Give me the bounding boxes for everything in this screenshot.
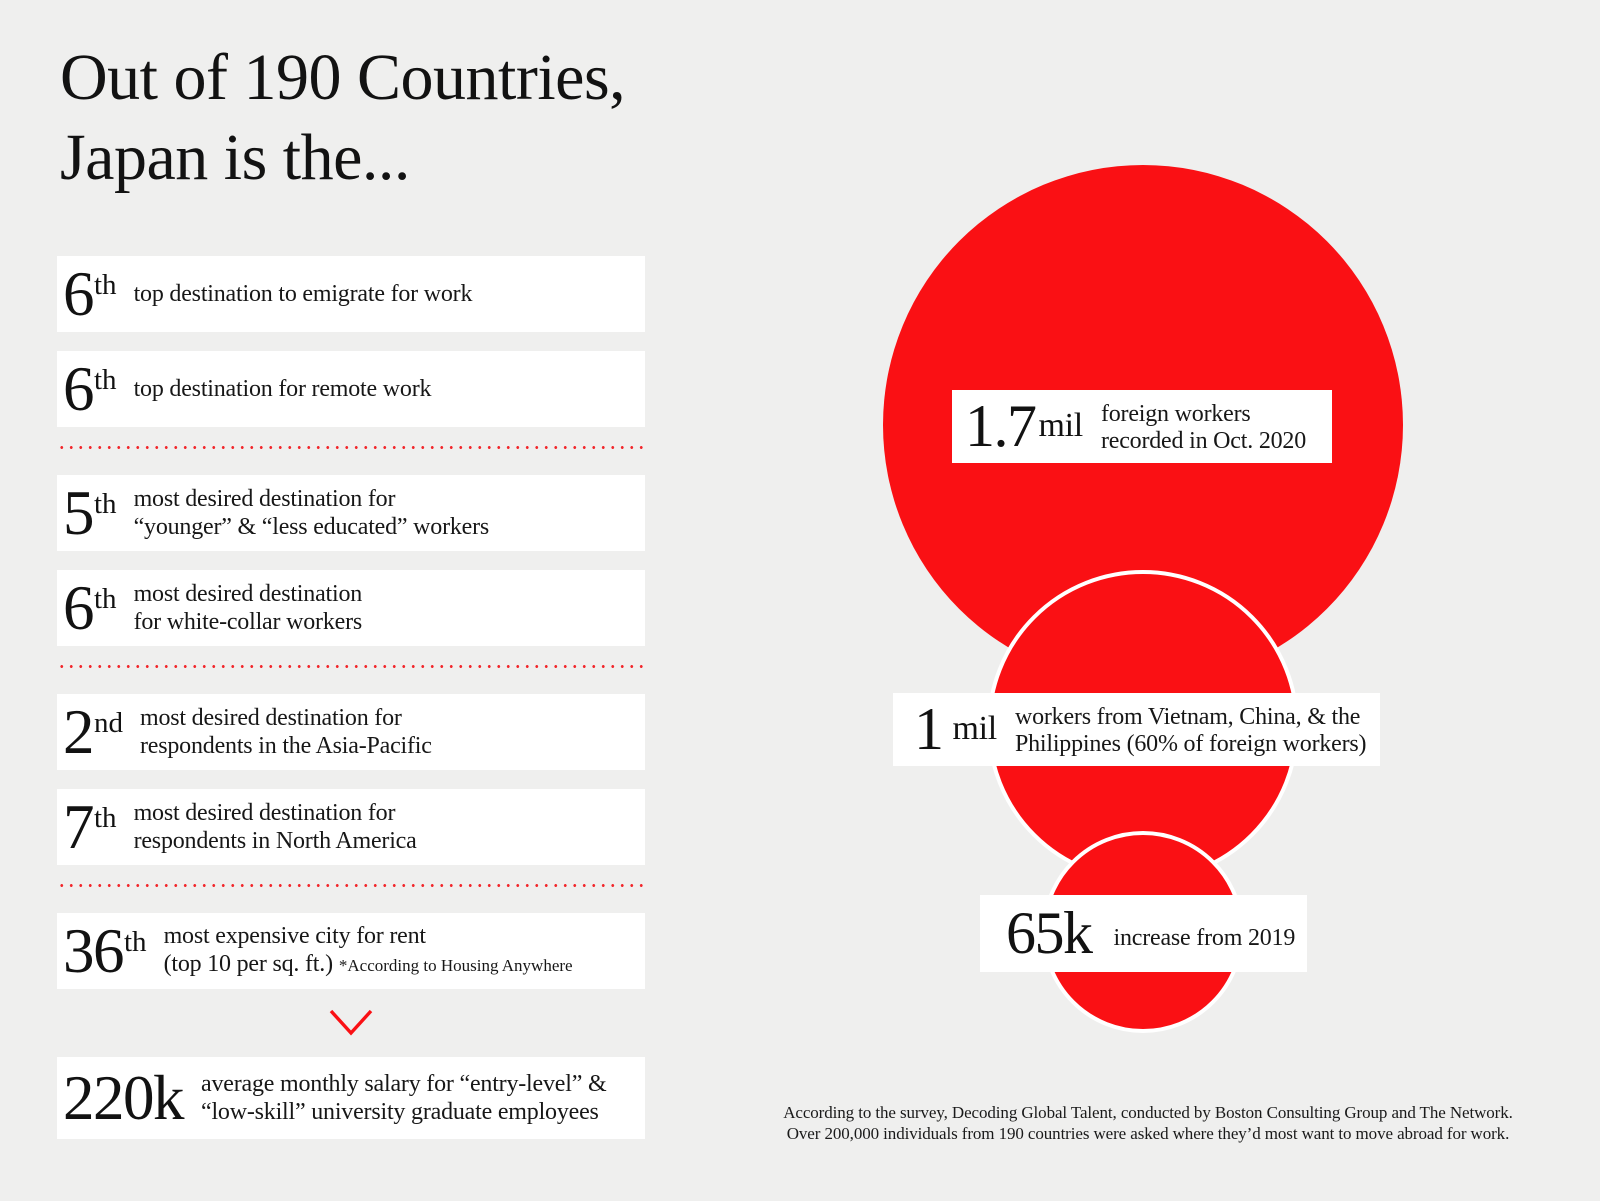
dotted-divider [57, 665, 645, 668]
stat-description-line: most desired destination [133, 581, 363, 607]
stat-description [134, 375, 432, 403]
stat-number-value: 36 [63, 915, 123, 986]
dotted-divider [57, 446, 645, 449]
stat-number [63, 791, 117, 862]
bubble-description-line: Philippines (60% of foreign workers) [1014, 730, 1367, 757]
stat-card-emigrate [57, 256, 645, 332]
stat-number [63, 696, 123, 767]
stat-description-line: top destination to emigrate for work [133, 281, 473, 307]
stat-number [63, 1062, 184, 1133]
stat-description-line: (top 10 per sq. ft.) [163, 951, 333, 977]
bubble-description [1114, 925, 1296, 952]
stat-description-line: respondents in the Asia-Pacific [140, 733, 432, 759]
source-note-line-2: Over 200,000 individuals from 190 countries were asked where they’d most want to move abroad for work. [786, 1124, 1510, 1143]
stat-description [201, 1070, 606, 1126]
stat-number-value: 5 [63, 477, 93, 548]
title-line-1: Out of 190 Countries, [60, 41, 626, 114]
stat-description-line: “low-skill” university graduate employees [201, 1099, 599, 1125]
stat-description-line: most desired destination for [133, 486, 396, 512]
stat-number [63, 915, 147, 986]
stat-card-remote-work [57, 351, 645, 427]
stat-number [63, 353, 117, 424]
stat-ordinal-suffix: nd [94, 706, 123, 739]
source-note [762, 1102, 1534, 1144]
bubble-description-line: workers from Vietnam, China, & the [1014, 703, 1361, 730]
stat-description-line: average monthly salary for “entry-level” & [201, 1071, 607, 1097]
stat-ordinal-suffix: th [94, 801, 117, 834]
page-title [60, 38, 625, 198]
bubble-unit: mil [1038, 407, 1083, 445]
stat-description-line [164, 950, 573, 980]
stat-description-line: top destination for remote work [133, 376, 432, 402]
stat-description [140, 704, 432, 760]
bubble-value: 1 [914, 696, 943, 762]
stat-footnote: *According to Housing Anywhere [338, 956, 573, 975]
stat-description [134, 485, 490, 541]
stat-ordinal-suffix: th [94, 487, 117, 520]
stat-number-value: 6 [63, 353, 93, 424]
title-line-2: Japan is the... [60, 121, 410, 194]
stat-number-value: 220k [63, 1062, 183, 1133]
stat-description [134, 580, 363, 636]
bubble-label-increase [980, 895, 1307, 972]
stat-description [134, 280, 473, 308]
bubble-label-foreign-workers [952, 390, 1332, 463]
stat-card-rent [57, 913, 645, 989]
stat-number [63, 258, 117, 329]
stat-card-asia-pacific [57, 694, 645, 770]
stat-card-younger-workers [57, 475, 645, 551]
stat-description [134, 799, 417, 855]
stat-card-north-america [57, 789, 645, 865]
bubble-value: 65k [1006, 900, 1092, 966]
chevron-down-icon [57, 1008, 645, 1036]
bubble-description-line: increase from 2019 [1113, 925, 1296, 951]
stat-number [63, 477, 117, 548]
dotted-divider [57, 884, 645, 887]
bubble-label-vietnam-china-philippines [893, 693, 1380, 766]
stat-description-line: most desired destination for [133, 800, 396, 826]
stat-description-line: “younger” & “less educated” workers [133, 514, 490, 540]
bubble-value: 1.7 [965, 393, 1036, 459]
stat-number-value: 7 [63, 791, 93, 862]
stat-number-value: 6 [63, 572, 93, 643]
stat-number [63, 572, 117, 643]
source-note-line-1: According to the survey, Decoding Global Talent, conducted by Boston Consulting Group and The Network. [783, 1103, 1513, 1122]
stat-description-line: respondents in North America [133, 828, 417, 854]
stat-ordinal-suffix: th [94, 363, 117, 396]
stat-ordinal-suffix: th [124, 925, 147, 958]
stat-ordinal-suffix: th [94, 582, 117, 615]
stat-description-line: most desired destination for [140, 705, 402, 731]
stat-card-white-collar [57, 570, 645, 646]
bubble-description-line: recorded in Oct. 2020 [1100, 427, 1307, 454]
stat-number-value: 6 [63, 258, 93, 329]
rankings-list [57, 256, 645, 1158]
stat-card-salary [57, 1057, 645, 1139]
bubble-description [1015, 704, 1366, 758]
stat-ordinal-suffix: th [94, 268, 117, 301]
bubble-description-line: foreign workers [1100, 400, 1251, 427]
stat-description-line: most expensive city for rent [163, 923, 426, 949]
bubble-unit: mil [952, 710, 997, 748]
stat-description [164, 922, 573, 980]
stat-number-value: 2 [63, 696, 93, 767]
bubble-description [1101, 401, 1306, 455]
stat-description-line: for white-collar workers [133, 609, 363, 635]
